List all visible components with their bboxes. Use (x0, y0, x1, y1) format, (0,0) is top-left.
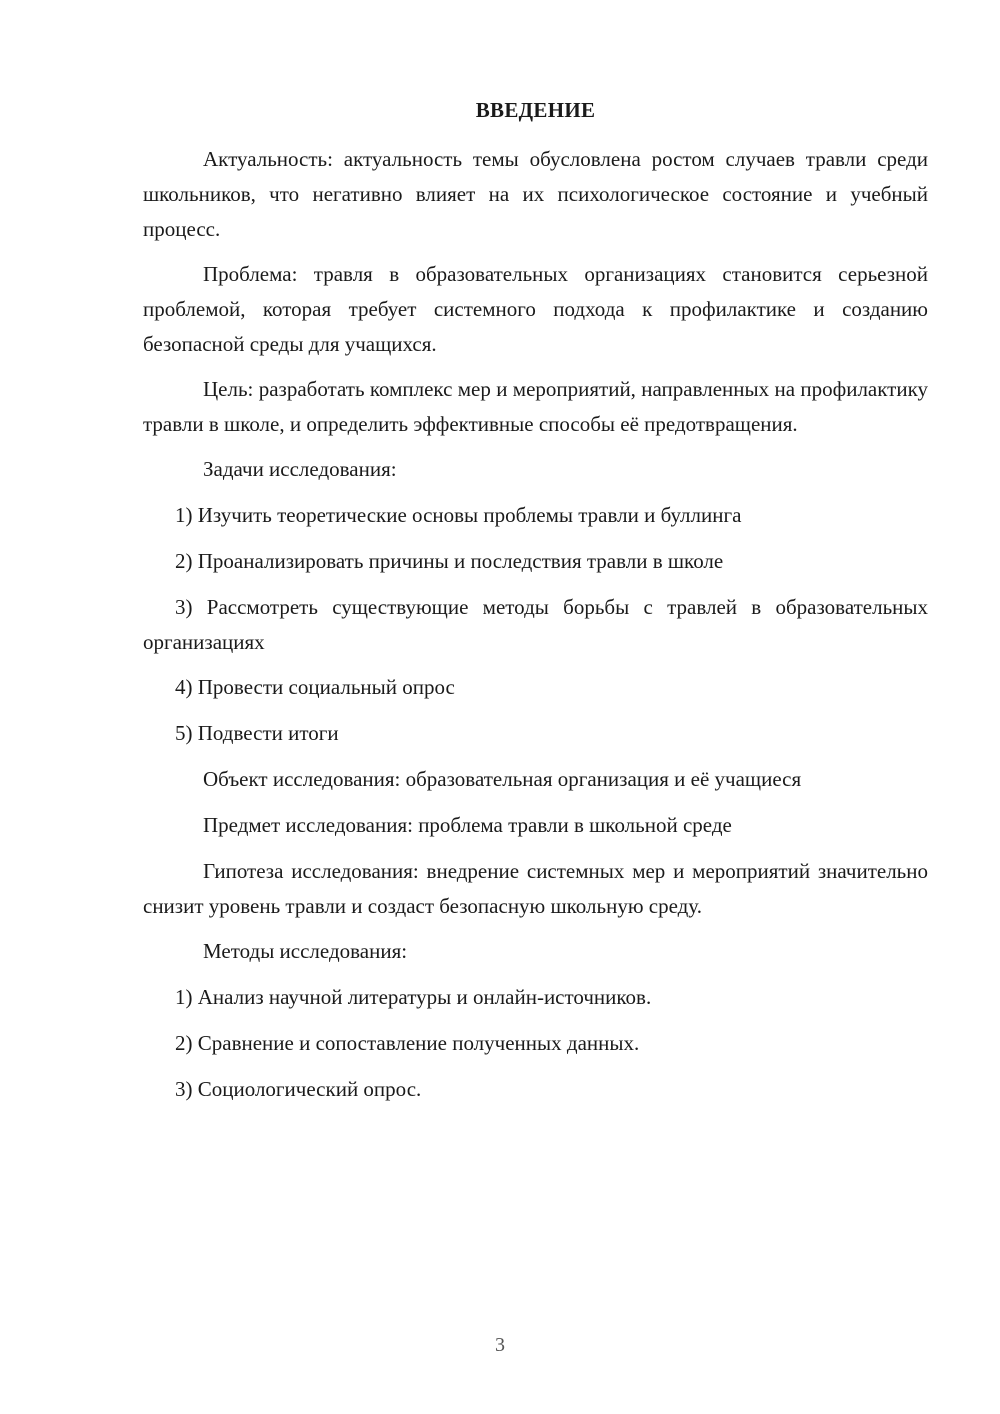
task-item: 5) Подвести итоги (175, 721, 339, 745)
page-number: 3 (495, 1334, 505, 1356)
methods-heading: Методы исследования: (203, 939, 408, 963)
subject-paragraph: Предмет исследования: проблема травли в школьной среде (203, 813, 732, 837)
task-item: 3) Рассмотреть существующие методы борьбы с травлей в образовательных организациях (143, 595, 928, 654)
hypothesis-paragraph: Гипотеза исследования: внедрение системных мер и мероприятий значительно снизит уровень травли и создаст безопасную школьную среду. (143, 859, 928, 918)
relevance-paragraph: Актуальность: актуальность темы обусловлена ростом случаев травли среди школьников, что негативно влияет на их психологическое состояние и учебный процесс. (143, 147, 928, 241)
document-body (143, 142, 928, 1118)
section-title: ВВЕДЕНИЕ (475, 98, 596, 122)
method-item: 2) Сравнение и сопоставление полученных данных. (175, 1031, 640, 1055)
goal-paragraph: Цель: разработать комплекс мер и мероприятий, направленных на профилактику травли в школе, и определить эффективные способы её предотвращения. (143, 377, 928, 436)
method-item: 1) Анализ научной литературы и онлайн-источников. (175, 985, 652, 1009)
tasks-heading: Задачи исследования: (203, 457, 397, 481)
task-item: 4) Провести социальный опрос (175, 675, 455, 699)
task-item: 2) Проанализировать причины и последствия травли в школе (175, 549, 724, 573)
problem-paragraph: Проблема: травля в образовательных организациях становится серьезной проблемой, которая требует системного подхода к профилактике и созданию безопасной среды для учащихся. (143, 262, 928, 356)
method-item: 3) Социологический опрос. (175, 1077, 422, 1101)
task-item: 1) Изучить теоретические основы проблемы травли и буллинга (175, 503, 742, 527)
object-paragraph: Объект исследования: образовательная организация и её учащиеся (203, 767, 802, 791)
